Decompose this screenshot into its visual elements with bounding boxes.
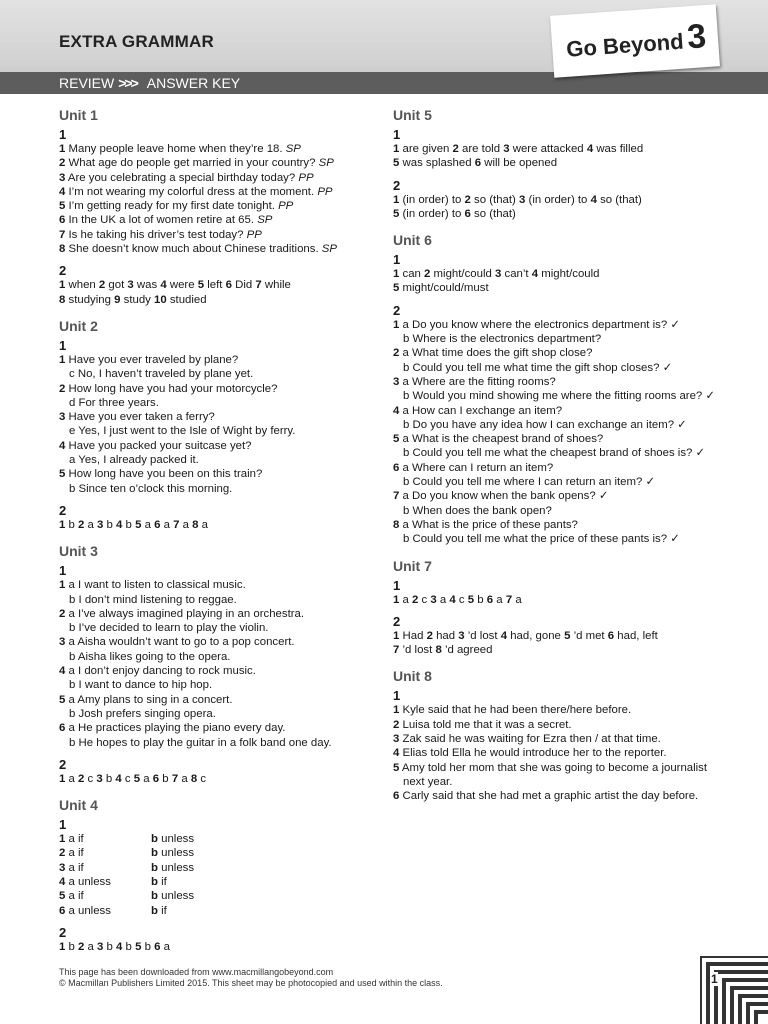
answer-line: 3 Zak said he was waiting for Ezra then / at that time. [393, 733, 661, 746]
section-number: 1 [59, 563, 67, 579]
answer-line: 5 Amy told her mom that she was going to become a journalist next year. [393, 761, 708, 788]
unit-title: Unit 4 [59, 797, 98, 814]
answer-line: 1 b 2 a 3 b 4 b 5 a 6 a 7 a 8 a [59, 518, 208, 531]
download-notice: This page has been downloaded from www.macmillangobeyond.com [59, 967, 334, 977]
answer-line: 3 a if b unless [59, 861, 195, 874]
answer-response: b Could you tell me what the price of these pants is? ✓ [403, 533, 680, 546]
answer-line: 3 a Where are the fitting rooms? [393, 375, 556, 388]
answer-response: a Yes, I already packed it. [69, 454, 199, 467]
answer-line: 5 a Amy plans to sing in a concert. [59, 693, 233, 706]
section-number: 1 [393, 127, 401, 142]
answer-line: 4 a I don’t enjoy dancing to rock music. [59, 665, 256, 678]
unit-title: Unit 8 [393, 668, 432, 685]
review-label: REVIEW [59, 75, 115, 91]
answer-response: b Would you mind showing me where the fitting rooms are? ✓ [403, 390, 715, 403]
answer-response: e Yes, I just went to the Isle of Wight by ferry. [69, 425, 296, 438]
answer-line: 3 Are you celebrating a special birthday today? PP [59, 171, 314, 184]
section-number: 2 [393, 177, 401, 193]
answer-response: d For three years. [69, 396, 159, 409]
answer-line: 5 I’m getting ready for my first date tonight. PP [59, 200, 294, 213]
unit-3 [59, 542, 379, 786]
answer-response: b When does the bank open? [403, 504, 552, 517]
answer-line: 4 Have you packed your suitcase yet? [59, 439, 252, 452]
answer-response: b I want to dance to hip hop. [69, 679, 213, 692]
answer-line: 1 a I want to listen to classical music. [59, 579, 246, 592]
page-title: EXTRA GRAMMAR [59, 32, 214, 51]
section-number: 1 [393, 577, 401, 593]
section-number: 2 [393, 613, 401, 629]
page-number: 1 [711, 972, 718, 986]
unit-6 [393, 231, 723, 546]
section-number: 2 [59, 502, 67, 518]
answer-response: b I don’t mind listening to reggae. [69, 593, 237, 606]
unit-title: Unit 2 [59, 317, 98, 334]
answer-line: 1 Many people leave home when they’re 18. SP [59, 143, 301, 155]
answer-response: b Could you tell me where I can return an item? ✓ [403, 476, 656, 489]
answer-response: b Could you tell me what the cheapest brand of shoes is? ✓ [403, 447, 706, 460]
unit-title: Unit 5 [393, 107, 432, 123]
section-number: 2 [393, 302, 401, 318]
answer-line: 7 a Do you know when the bank opens? ✓ [393, 490, 609, 503]
unit-title: Unit 1 [59, 107, 98, 123]
unit-title: Unit 6 [393, 232, 432, 249]
unit-7 [393, 557, 723, 658]
answer-line: 5 (in order) to 6 so (that) [393, 207, 516, 220]
answer-response: b Josh prefers singing opera. [69, 707, 216, 720]
answer-response: b Could you tell me what time the gift shop closes? ✓ [403, 361, 673, 374]
answer-line: 6 In the UK a lot of women retire at 65. SP [59, 214, 273, 227]
section-number: 2 [59, 924, 67, 940]
answer-line: 1 Had 2 had 3 ’d lost 4 had, gone 5 ’d met 6 had, left [393, 629, 658, 642]
answer-line: 1 a Do you know where the electronics department is? ✓ [393, 318, 680, 331]
answer-response: b Where is the electronics department? [403, 333, 602, 346]
answer-line: 5 was splashed 6 will be opened [393, 157, 558, 170]
answer-line: 4 a How can I exchange an item? [393, 404, 563, 417]
answer-line: 1 a 2 c 3 a 4 c 5 b 6 a 7 a [393, 593, 522, 606]
answer-line: 6 a He practices playing the piano every day. [59, 722, 286, 735]
answer-line: 2 a I’ve always imagined playing in an orchestra. [59, 607, 305, 620]
corner-decoration-icon [700, 956, 768, 1024]
answer-line: 1 b 2 a 3 b 4 b 5 b 6 a [59, 940, 170, 953]
answer-line: 5 a What is the cheapest brand of shoes? [393, 433, 604, 446]
answer-line: 1 when 2 got 3 was 4 were 5 left 6 Did 7 while [59, 279, 291, 292]
copyright-notice: © Macmillan Publishers Limited 2015. This sheet may be photocopied and used within the class. [59, 978, 443, 988]
section-number: 1 [59, 127, 67, 142]
answer-line: 8 a What is the price of these pants? [393, 518, 578, 531]
answer-line: 1 can 2 might/could 3 can’t 4 might/could [393, 268, 600, 281]
section-number: 2 [59, 263, 67, 279]
answer-line: 2 a if b unless [59, 847, 195, 860]
answer-line: 4 I’m not wearing my colorful dress at the moment. PP [59, 185, 333, 198]
section-number: 1 [393, 688, 401, 704]
unit-title: Unit 7 [393, 557, 432, 574]
answer-line: 3 a Aisha wouldn’t want to go to a pop concert. [59, 636, 295, 649]
go-beyond-logo [550, 4, 720, 77]
answer-line: 1 are given 2 are told 3 were attacked 4 was filled [393, 143, 644, 155]
answer-line: 2 Luisa told me that it was a secret. [393, 718, 572, 731]
answer-line: 6 a unless b if [59, 904, 167, 917]
answer-line: 6 Carly said that she had met a graphic artist the day before. [393, 790, 699, 803]
answer-line: 2 How long have you had your motorcycle? [59, 382, 278, 395]
answer-line: 5 How long have you been on this train? [59, 468, 263, 481]
answer-line: 6 a Where can I return an item? [393, 461, 554, 474]
answer-line: 5 a if b unless [59, 890, 195, 903]
answer-line: 2 a What time does the gift shop close? [393, 347, 593, 360]
section-number: 1 [59, 817, 67, 833]
logo-number: 3 [685, 17, 708, 57]
unit-1 [59, 106, 379, 307]
answer-line: 2 What age do people get married in your country? SP [59, 157, 334, 170]
section-number: 1 [59, 337, 67, 353]
answer-response: b He hopes to play the guitar in a folk band one day. [69, 736, 332, 749]
answer-response: b Aisha likes going to the opera. [69, 650, 231, 663]
unit-title: Unit 3 [59, 543, 98, 560]
answer-response: b I’ve decided to learn to play the violin. [69, 622, 269, 635]
left-column [59, 106, 379, 960]
answer-line: 1 (in order) to 2 so (that) 3 (in order) to 4 so (that) [393, 193, 642, 206]
answer-line: 7 Is he taking his driver’s test today? PP [59, 228, 262, 241]
logo-text: Go Beyond [565, 28, 685, 62]
section-number: 2 [59, 756, 67, 772]
answer-line: 1 a if b unless [59, 833, 195, 846]
answer-key-label: ANSWER KEY [146, 75, 241, 91]
arrows-icon: >>> [118, 75, 137, 91]
answer-response: c No, I haven’t traveled by plane yet. [69, 368, 254, 381]
section-number: 1 [393, 252, 401, 268]
answer-response: b Do you have any idea how I can exchange an item? ✓ [403, 418, 687, 431]
answer-line: 1 Kyle said that he had been there/here before. [393, 704, 632, 717]
answer-line: 1 Have you ever traveled by plane? [59, 353, 239, 366]
unit-4 [59, 796, 379, 954]
unit-8 [393, 667, 723, 803]
answer-line: 8 She doesn’t know much about Chinese traditions. SP [59, 243, 337, 256]
answer-line: 1 a 2 c 3 b 4 c 5 a 6 b 7 a 8 c [59, 772, 207, 785]
right-column [393, 106, 723, 810]
answer-line: 3 Have you ever taken a ferry? [59, 411, 215, 424]
footer [59, 967, 443, 989]
unit-2 [59, 317, 379, 532]
answer-response: b Since ten o’clock this morning. [69, 482, 233, 495]
answer-line: 4 Elias told Ella he would introduce her to the reporter. [393, 747, 667, 760]
subheader-text [59, 74, 240, 92]
unit-5 [393, 106, 723, 221]
answer-line: 7 ’d lost 8 ’d agreed [393, 644, 493, 657]
answer-line: 4 a unless b if [59, 875, 167, 888]
answer-line: 5 might/could/must [393, 282, 489, 295]
answer-line: 8 studying 9 study 10 studied [59, 293, 207, 306]
